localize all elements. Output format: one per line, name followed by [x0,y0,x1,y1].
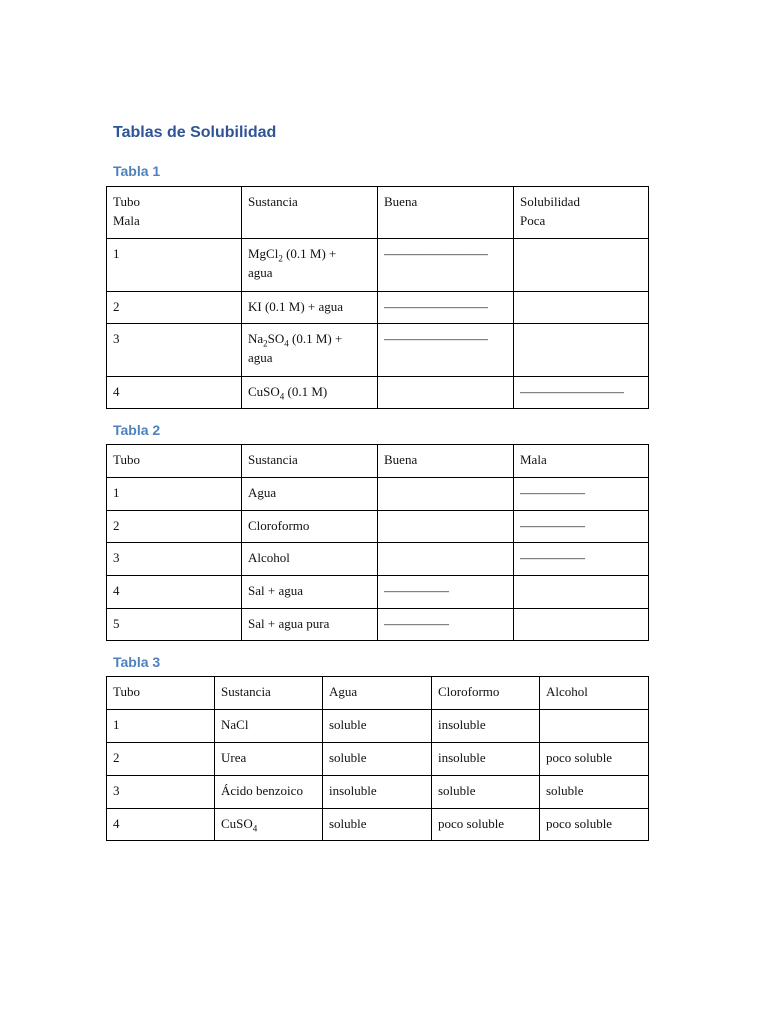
header-label: Tubo [113,194,140,209]
table-row [107,324,649,377]
header-label: Solubilidad [520,194,580,209]
tabla-2 [106,444,649,641]
sustancia-cell: Ácido benzoico [215,776,323,809]
tubo-cell: 1 [107,478,242,511]
poca-cell: ———————— [514,377,649,409]
header-cell: Buena [378,445,514,478]
mala-cell [514,609,649,641]
agua-cell: insoluble [323,776,432,809]
tubo-cell: 4 [107,576,242,609]
sustancia-cell [242,324,378,377]
sustancia-cell [215,809,323,841]
table-header-row [107,445,649,478]
tubo-cell: 4 [107,809,215,841]
buena-cell: ———————— [378,239,514,292]
formula-subscript: 4 [284,338,289,349]
tubo-cell: 2 [107,743,215,776]
formula-text: Na [248,331,264,346]
table-row [107,478,649,511]
header-cell: Tubo [107,445,242,478]
formula-subscript: 4 [252,823,258,834]
table-row [107,543,649,576]
sustancia-cell: Sal + agua [242,576,378,609]
sustancia-cell [242,239,378,292]
formula-text: SO [267,331,285,346]
header-cell: Tubo [107,677,215,710]
sustancia-cell: KI (0.1 M) + agua [242,292,378,324]
table-row [107,776,649,809]
header-cell: Cloroformo [432,677,540,710]
tubo-cell: 1 [107,710,215,743]
table-row [107,710,649,743]
formula-text: CuSO [248,384,280,399]
alcohol-cell: poco soluble [540,809,649,841]
mala-cell: ————— [514,543,649,576]
sustancia-cell: Sal + agua pura [242,609,378,641]
formula-text: (0.1 M) [284,384,328,399]
tubo-cell: 1 [107,239,242,292]
header-cell: Alcohol [540,677,649,710]
poca-cell [514,324,649,377]
header-cell [107,187,242,239]
tubo-cell: 2 [107,292,242,324]
agua-cell: soluble [323,710,432,743]
header-label: Poca [520,213,546,228]
cloroformo-cell: poco soluble [432,809,540,841]
formula-subscript: 4 [279,391,285,402]
buena-cell [378,478,514,511]
formula-text: CuSO [221,816,253,831]
tubo-cell: 3 [107,776,215,809]
sustancia-cell: Alcohol [242,543,378,576]
header-cell [514,187,649,239]
tubo-cell: 2 [107,511,242,543]
tubo-cell: 3 [107,324,242,377]
header-cell: Sustancia [215,677,323,710]
cloroformo-cell: soluble [432,776,540,809]
table-header-row [107,187,649,239]
header-cell: Agua [323,677,432,710]
table-row [107,609,649,641]
formula-text: agua [248,350,273,365]
formula-text: (0.1 M) + [282,246,337,261]
sustancia-cell [242,377,378,409]
tabla-1 [106,186,649,409]
buena-cell: ———————— [378,292,514,324]
agua-cell: soluble [323,743,432,776]
formula-subscript: 2 [278,253,283,264]
mala-cell: ————— [514,478,649,511]
table-row [107,809,649,841]
cloroformo-cell: insoluble [432,743,540,776]
buena-cell [378,543,514,576]
poca-cell [514,239,649,292]
header-cell [242,187,378,239]
buena-cell: ————— [378,609,514,641]
mala-cell: ————— [514,511,649,543]
header-label: Mala [113,213,140,228]
alcohol-cell [540,710,649,743]
table-row [107,377,649,409]
tabla-1-title: Tabla 1 [113,163,161,179]
sustancia-cell: Urea [215,743,323,776]
tabla-2-title: Tabla 2 [113,422,161,438]
tubo-cell: 5 [107,609,242,641]
formula-subscript: 2 [263,338,268,349]
sustancia-cell: Cloroformo [242,511,378,543]
tubo-cell: 3 [107,543,242,576]
sustancia-cell: NaCl [215,710,323,743]
agua-cell: soluble [323,809,432,841]
header-label: Buena [384,194,418,209]
poca-cell [514,292,649,324]
table-row [107,511,649,543]
document-title: Tablas de Solubilidad [113,124,277,141]
buena-cell: ———————— [378,324,514,377]
tubo-cell: 4 [107,377,242,409]
table-row [107,743,649,776]
header-cell: Mala [514,445,649,478]
header-cell [378,187,514,239]
tabla-3-title: Tabla 3 [113,654,161,670]
mala-cell [514,576,649,609]
header-cell: Sustancia [242,445,378,478]
alcohol-cell: poco soluble [540,743,649,776]
tabla-3 [106,676,649,841]
buena-cell: ————— [378,576,514,609]
table-row [107,292,649,324]
cloroformo-cell: insoluble [432,710,540,743]
table-header-row [107,677,649,710]
table-row [107,576,649,609]
sustancia-cell: Agua [242,478,378,511]
formula-text: MgCl [248,246,279,261]
alcohol-cell: soluble [540,776,649,809]
formula-text: agua [248,265,273,280]
buena-cell [378,511,514,543]
header-label: Sustancia [248,194,298,209]
table-row [107,239,649,292]
buena-cell [378,377,514,409]
formula-text: (0.1 M) + [288,331,343,346]
